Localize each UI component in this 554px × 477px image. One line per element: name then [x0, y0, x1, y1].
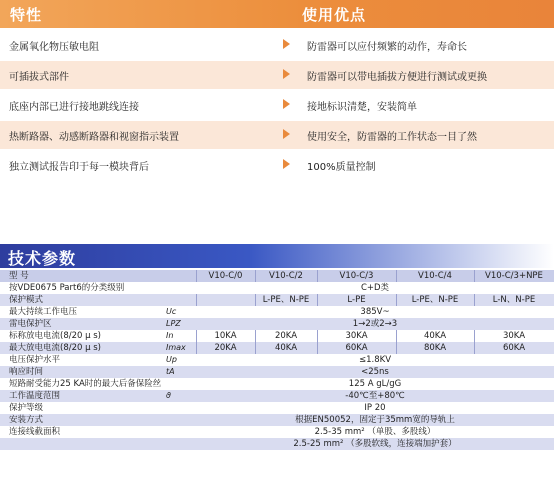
spec-label: 短路耐受能力25 KA时的最大后备保险丝	[9, 379, 162, 389]
feature-text: 可插拔式部件	[9, 72, 69, 83]
spec-symbol: In	[166, 331, 174, 340]
spec-value-span: C+D类	[360, 283, 390, 293]
model-name: V10-C/3	[339, 271, 374, 281]
spec-label: 响应时间	[9, 367, 44, 377]
feature-text: 独立测试报告印于每一模块背后	[9, 162, 149, 173]
spec-row	[0, 402, 554, 414]
model-header-row	[0, 270, 554, 282]
spec-label: 安装方式	[9, 415, 44, 425]
spec-value-span: 1→2或2→3	[352, 319, 398, 329]
spec-value-span: 2.5-25 mm² （多股软线，连接端加护套）	[293, 439, 457, 449]
spec-symbol: Imax	[166, 343, 186, 352]
spec-symbol: ϑ	[166, 391, 171, 400]
feature-row	[0, 31, 554, 59]
spec-value-span: 125 A gL/gG	[348, 379, 402, 389]
benefit-text: 使用安全，防雷器的工作状态一目了然	[307, 132, 477, 143]
spec-row	[0, 426, 554, 438]
features-title: 特性	[10, 6, 43, 24]
spec-label: 保护模式	[9, 295, 44, 305]
features-header	[0, 0, 554, 28]
arrow-right-icon	[283, 99, 290, 109]
spec-value: 60KA	[502, 343, 526, 353]
spec-symbol: Uc	[166, 307, 177, 316]
spec-value-span: -40℃至+80℃	[345, 391, 405, 401]
spec-label: 最大持续工作电压	[9, 307, 78, 317]
spec-label: 电压保护水平	[9, 355, 61, 365]
arrow-right-icon	[283, 39, 290, 49]
spec-row	[0, 414, 554, 426]
spec-value-span: 2.5-35 mm² （单股、多股线）	[314, 427, 436, 437]
feature-text: 金属氧化物压敏电阻	[9, 42, 99, 53]
benefits-title: 使用优点	[302, 6, 367, 24]
spec-symbol: tA	[166, 367, 175, 376]
spec-row	[0, 366, 554, 378]
feature-row	[0, 151, 554, 179]
spec-row	[0, 330, 554, 342]
spec-label: 标称放电电流(8/20 μ s)	[9, 331, 101, 341]
spec-label: 按VDE0675 Part6的分类级别	[9, 283, 125, 293]
arrow-right-icon	[283, 69, 290, 79]
spec-value: L-PE	[347, 295, 366, 305]
spec-row	[0, 342, 554, 354]
spec-symbol: Up	[166, 355, 177, 364]
spec-row	[0, 294, 554, 306]
spec-label: 连接线截面积	[9, 427, 61, 437]
spec-value: 30KA	[502, 331, 526, 341]
spec-value: 60KA	[345, 343, 368, 353]
arrow-right-icon	[283, 129, 290, 139]
model-name: V10-C/4	[418, 271, 452, 281]
spec-value-span: 根据EN50052，固定于35mm宽的导轨上	[295, 415, 455, 425]
arrow-right-icon	[283, 159, 290, 169]
model-name: V10-C/3+NPE	[485, 271, 543, 281]
spec-label: 工作温度范围	[9, 391, 61, 401]
spec-value: 20KA	[214, 343, 237, 353]
spec-value: 30KA	[345, 331, 368, 341]
spec-value-span: ≤1.8KV	[358, 355, 392, 365]
spec-row	[0, 390, 554, 402]
spec-label: 最大放电电流(8/20 μ s)	[9, 343, 101, 353]
spec-label: 雷电保护区	[9, 319, 52, 329]
model-name: V10-C/2	[269, 271, 303, 281]
tech-title: 技术参数	[8, 249, 77, 268]
spec-row	[0, 306, 554, 318]
spec-value: L-PE、N-PE	[262, 295, 310, 305]
spec-value-span: <25ns	[361, 367, 389, 377]
benefit-text: 防雷器可以应付频繁的动作，寿命长	[307, 42, 467, 53]
model-label: 型 号	[9, 271, 29, 281]
tech-header	[0, 244, 554, 268]
feature-row	[0, 121, 554, 149]
benefit-text: 防雷器可以带电插拔方便进行测试或更换	[307, 72, 487, 83]
spec-row	[0, 318, 554, 330]
feature-text: 热断路器、动感断路器和视窗指示装置	[9, 132, 179, 143]
benefit-text: 100%质量控制	[307, 162, 376, 173]
feature-text: 底座内部已进行接地跳线连接	[9, 102, 139, 113]
feature-row	[0, 91, 554, 119]
spec-value: L-N、N-PE	[492, 295, 536, 305]
spec-label: 保护等级	[9, 403, 44, 413]
spec-value: 10KA	[214, 331, 237, 341]
feature-row	[0, 61, 554, 89]
spec-symbol: LPZ	[166, 319, 181, 328]
spec-row	[0, 378, 554, 390]
spec-value: 40KA	[423, 331, 447, 341]
spec-row	[0, 282, 554, 294]
spec-row	[0, 438, 554, 450]
spec-value: 20KA	[274, 331, 298, 341]
spec-value: 80KA	[423, 343, 447, 353]
spec-value: L-PE、N-PE	[411, 295, 459, 305]
spec-value: 40KA	[274, 343, 298, 353]
spec-row	[0, 354, 554, 366]
spec-value-span: IP 20	[364, 403, 386, 413]
benefit-text: 接地标识清楚，安装简单	[307, 102, 417, 113]
model-name: V10-C/0	[208, 271, 243, 281]
column-divider	[196, 294, 197, 306]
spec-value-span: 385V~	[360, 307, 390, 317]
